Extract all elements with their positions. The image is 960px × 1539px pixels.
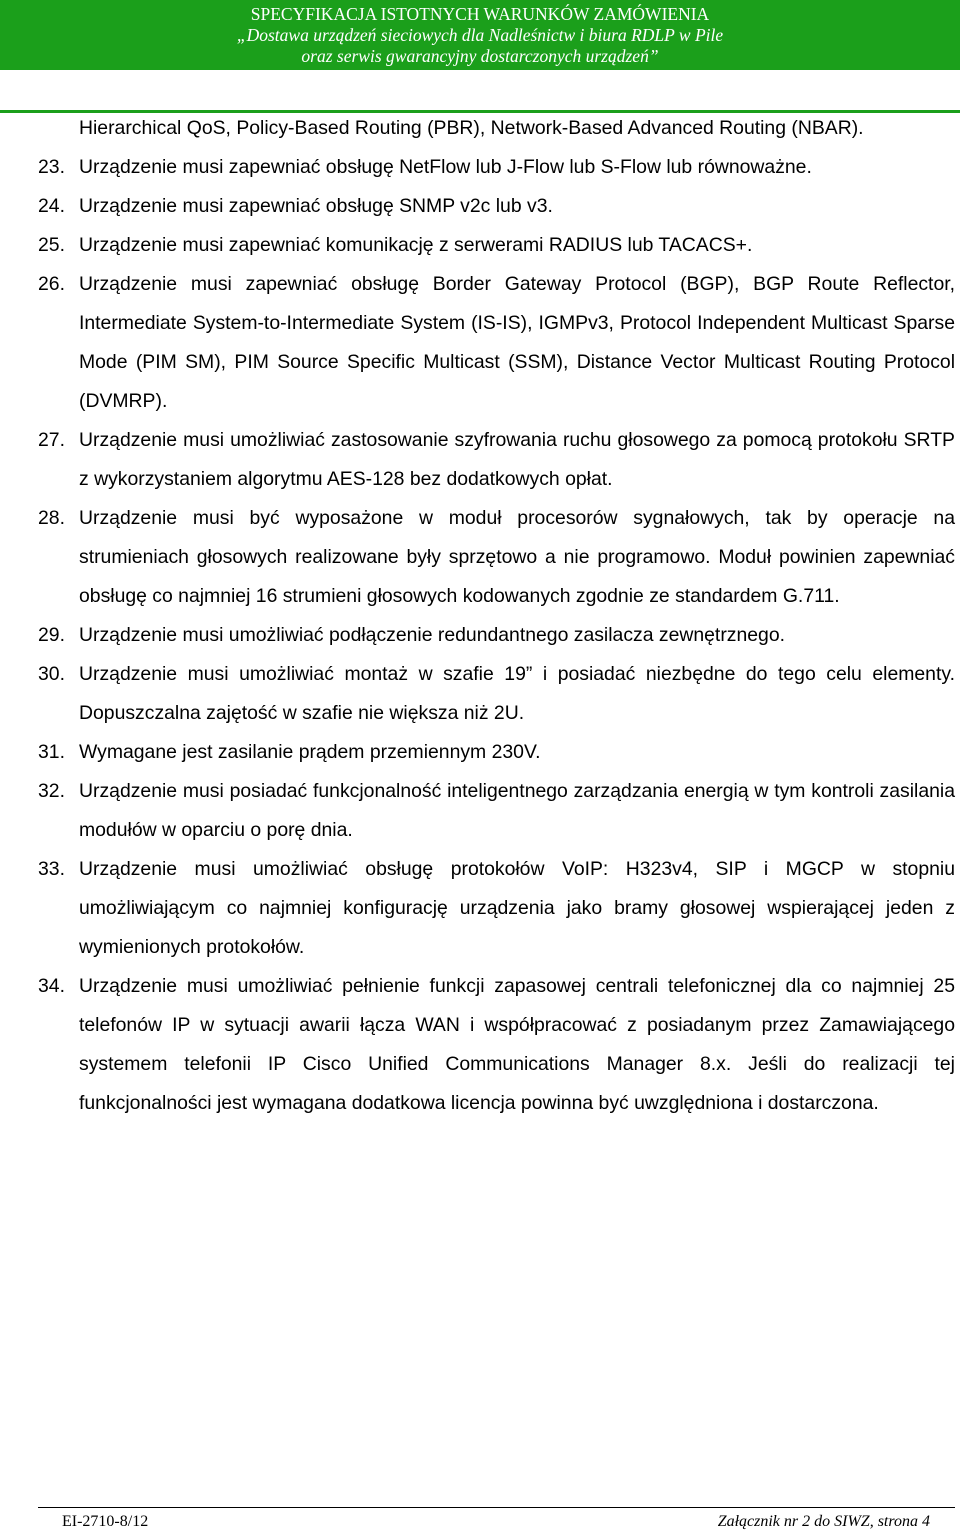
- list-item: [38, 772, 955, 850]
- list-item: [38, 148, 955, 187]
- list-item: [38, 850, 955, 967]
- item-text: Hierarchical QoS, Policy-Based Routing (PBR), Network-Based Advanced Routing (NBAR).: [79, 117, 864, 139]
- footer-divider: [38, 1507, 955, 1508]
- header-subtitle: „Dostawa urządzeń sieciowych dla Nadleśnictw i biura RDLP w Pile: [236, 25, 724, 45]
- item-number: 26.: [38, 273, 65, 295]
- requirements-list: [38, 109, 955, 1123]
- list-item: [38, 616, 955, 655]
- item-text: Urządzenie musi posiadać funkcjonalność inteligentnego zarządzania energią w tym kontroli zasilania modułów w oparciu o porę dnia.: [79, 780, 955, 841]
- item-text: Urządzenie musi zapewniać obsługę Border Gateway Protocol (BGP), BGP Route Reflector, Intermediate System-to-Intermediate System (IS-IS), IGMPv3, Protocol Independent Multicast Sparse Mode (PIM SM), PIM Source Specific Multicast (SSM), Distance Vector Multicast Routing Protocol (DVMRP).: [79, 273, 955, 412]
- header-title: SPECYFIKACJA ISTOTNYCH WARUNKÓW ZAMÓWIENIA: [250, 4, 710, 24]
- item-number: 34.: [38, 975, 65, 997]
- list-item: [38, 109, 955, 148]
- item-text: Urządzenie musi umożliwiać podłączenie redundantnego zasilacza zewnętrznego.: [79, 624, 785, 646]
- item-text: Wymagane jest zasilanie prądem przemiennym 230V.: [79, 741, 541, 763]
- list-item: [38, 967, 955, 1123]
- item-number: 23.: [38, 156, 65, 178]
- item-text: Urządzenie musi zapewniać komunikację z serwerami RADIUS lub TACACS+.: [79, 234, 753, 256]
- item-text: Urządzenie musi umożliwiać zastosowanie szyfrowania ruchu głosowego za pomocą protokołu SRTP z wykorzystaniem algorytmu AES-128 bez dodatkowych opłat.: [79, 429, 955, 490]
- item-number: 30.: [38, 663, 65, 685]
- list-item: [38, 733, 955, 772]
- item-text: Urządzenie musi umożliwiać pełnienie funkcji zapasowej centrali telefonicznej dla co najmniej 25 telefonów IP w sytuacji awarii łącza WAN i współpracować z posiadanym przez Zamawiającego systemem telefonii IP Cisco Unified Communications Manager 8.x. Jeśli do realizacji tej funkcjonalności jest wymagana dodatkowa licencja powinna być uwzględniona i dostarczona.: [79, 975, 955, 1114]
- item-number: 29.: [38, 624, 65, 646]
- list-item: [38, 226, 955, 265]
- item-number: 27.: [38, 429, 65, 451]
- item-number: 24.: [38, 195, 65, 217]
- item-number: 25.: [38, 234, 65, 256]
- item-text: Urządzenie musi umożliwiać obsługę protokołów VoIP: H323v4, SIP i MGCP w stopniu umożliwiającym co najmniej konfigurację urządzenia jako bramy głosowej wspierającej jeden z wymienionych protokołów.: [79, 858, 955, 958]
- item-text: Urządzenie musi być wyposażone w moduł procesorów sygnałowych, tak by operacje na strumieniach głosowych realizowane były sprzętowo a nie programowo. Moduł powinien zapewniać obsługę co najmniej 16 strumieni głosowych kodowanych zgodnie ze standardem G.711.: [79, 507, 955, 607]
- item-text: Urządzenie musi umożliwiać montaż w szafie 19” i posiadać niezbędne do tego celu elementy. Dopuszczalna zajętość w szafie nie większa niż 2U.: [79, 663, 955, 724]
- list-item: [38, 187, 955, 226]
- list-item: [38, 265, 955, 421]
- item-number: 28.: [38, 507, 65, 529]
- item-number: 31.: [38, 741, 65, 763]
- document-reference: EI-2710-8/12: [62, 1513, 149, 1530]
- item-text: Urządzenie musi zapewniać obsługę SNMP v2c lub v3.: [79, 195, 553, 217]
- item-number: 33.: [38, 858, 65, 880]
- page-reference: Załącznik nr 2 do SIWZ, strona 4: [717, 1513, 930, 1530]
- list-item: [38, 499, 955, 616]
- item-text: Urządzenie musi zapewniać obsługę NetFlow lub J-Flow lub S-Flow lub równoważne.: [79, 156, 812, 178]
- list-item: [38, 421, 955, 499]
- list-item: [38, 655, 955, 733]
- header-subtitle-2: oraz serwis gwarancyjny dostarczonych urządzeń”: [301, 46, 659, 66]
- item-number: 32.: [38, 780, 65, 802]
